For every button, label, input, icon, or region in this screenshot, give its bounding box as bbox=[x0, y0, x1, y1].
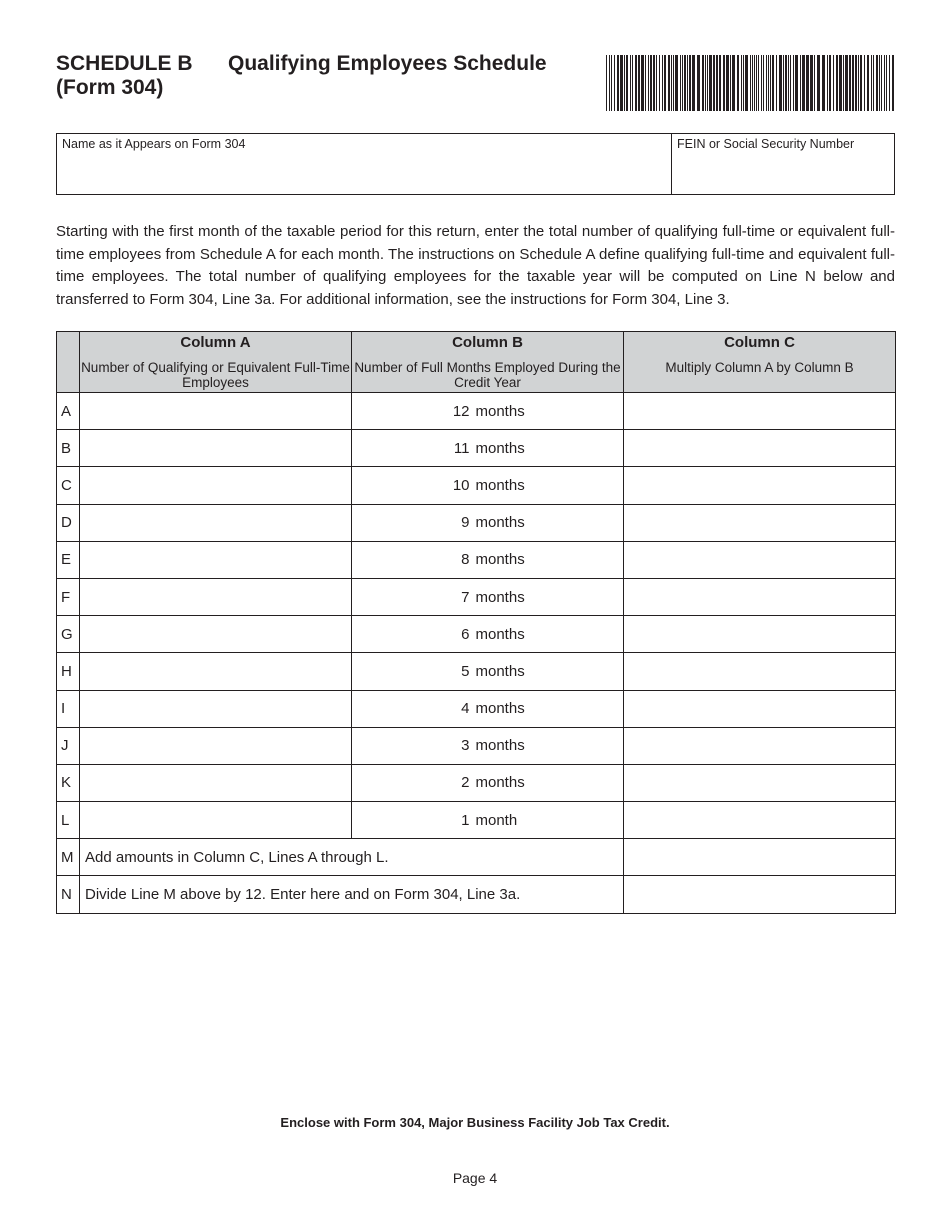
months-cell bbox=[352, 690, 624, 727]
line-header-cell bbox=[57, 332, 80, 393]
column-c-input[interactable] bbox=[624, 467, 896, 504]
column-c-input[interactable] bbox=[624, 504, 896, 541]
column-a-input[interactable] bbox=[80, 504, 352, 541]
total-instruction: Add amounts in Column C, Lines A through L. bbox=[80, 839, 624, 876]
months-unit: months bbox=[475, 625, 525, 643]
column-c-input[interactable] bbox=[624, 578, 896, 615]
months-value: 9 bbox=[461, 514, 470, 532]
months-cell bbox=[352, 467, 624, 504]
form-title bbox=[56, 52, 596, 76]
column-a-input[interactable] bbox=[80, 690, 352, 727]
table-row bbox=[57, 727, 896, 764]
months-unit: months bbox=[475, 551, 525, 569]
column-a-input[interactable] bbox=[80, 541, 352, 578]
line-letter: J bbox=[57, 727, 80, 764]
months-value: 3 bbox=[461, 737, 470, 755]
table-row bbox=[57, 430, 896, 467]
qualifying-employees-table bbox=[56, 331, 896, 914]
column-a-description: Number of Qualifying or Equivalent Full-Time Employees bbox=[81, 360, 350, 390]
line-letter: N bbox=[57, 876, 80, 913]
months-unit: months bbox=[475, 439, 525, 457]
column-c-input[interactable] bbox=[624, 430, 896, 467]
total-input[interactable] bbox=[624, 876, 896, 913]
column-a-input[interactable] bbox=[80, 430, 352, 467]
months-unit: months bbox=[475, 774, 525, 792]
schedule-title: Qualifying Employees Schedule bbox=[228, 52, 547, 75]
months-value: 8 bbox=[461, 551, 470, 569]
months-value: 7 bbox=[461, 588, 470, 606]
page-number: Page 4 bbox=[452, 1170, 498, 1186]
enclose-note: Enclose with Form 304, Major Business Facility Job Tax Credit. bbox=[280, 1115, 670, 1130]
months-cell bbox=[352, 802, 624, 839]
months-value: 12 bbox=[452, 402, 470, 420]
table-header-row bbox=[57, 332, 896, 393]
fein-field[interactable] bbox=[672, 134, 894, 194]
line-letter: I bbox=[57, 690, 80, 727]
months-value: 4 bbox=[461, 700, 470, 718]
months-cell bbox=[352, 430, 624, 467]
column-a-input[interactable] bbox=[80, 653, 352, 690]
months-unit: months bbox=[475, 662, 525, 680]
line-letter: F bbox=[57, 578, 80, 615]
months-value: 5 bbox=[461, 662, 470, 680]
months-unit: month bbox=[475, 811, 518, 829]
column-a-input[interactable] bbox=[80, 467, 352, 504]
months-cell bbox=[352, 764, 624, 801]
months-cell bbox=[352, 727, 624, 764]
line-letter: G bbox=[57, 616, 80, 653]
months-unit: months bbox=[475, 402, 525, 420]
line-letter: L bbox=[57, 802, 80, 839]
column-a-header bbox=[80, 332, 352, 393]
line-letter: K bbox=[57, 764, 80, 801]
months-unit: months bbox=[475, 514, 525, 532]
column-a-title: Column A bbox=[180, 334, 251, 351]
column-a-input[interactable] bbox=[80, 727, 352, 764]
form-reference: (Form 304) bbox=[56, 76, 164, 99]
column-c-input[interactable] bbox=[624, 393, 896, 430]
column-b-title: Column B bbox=[452, 334, 523, 351]
column-a-input[interactable] bbox=[80, 764, 352, 801]
total-input[interactable] bbox=[624, 839, 896, 876]
months-cell bbox=[352, 653, 624, 690]
column-c-input[interactable] bbox=[624, 541, 896, 578]
months-value: 6 bbox=[461, 625, 470, 643]
table-row bbox=[57, 541, 896, 578]
months-unit: months bbox=[475, 588, 525, 606]
column-c-description: Multiply Column A by Column B bbox=[665, 360, 854, 375]
months-cell bbox=[352, 578, 624, 615]
months-unit: months bbox=[475, 737, 525, 755]
line-letter: M bbox=[57, 839, 80, 876]
table-row bbox=[57, 616, 896, 653]
table-row bbox=[57, 764, 896, 801]
months-value: 10 bbox=[452, 476, 470, 494]
form-title-block bbox=[56, 52, 596, 100]
line-letter: H bbox=[57, 653, 80, 690]
months-value: 1 bbox=[461, 811, 470, 829]
months-cell bbox=[352, 616, 624, 653]
table-row bbox=[57, 578, 896, 615]
column-a-input[interactable] bbox=[80, 578, 352, 615]
months-value: 11 bbox=[453, 439, 470, 457]
taxpayer-name-field[interactable] bbox=[57, 134, 672, 194]
column-c-input[interactable] bbox=[624, 727, 896, 764]
column-a-input[interactable] bbox=[80, 802, 352, 839]
table-row bbox=[57, 653, 896, 690]
barcode-image bbox=[606, 55, 894, 111]
months-unit: months bbox=[475, 476, 525, 494]
table-row bbox=[57, 467, 896, 504]
table-row bbox=[57, 393, 896, 430]
column-c-input[interactable] bbox=[624, 690, 896, 727]
line-letter: D bbox=[57, 504, 80, 541]
fein-label: FEIN or Social Security Number bbox=[677, 137, 855, 151]
line-letter: C bbox=[57, 467, 80, 504]
months-unit: months bbox=[475, 700, 525, 718]
column-c-title: Column C bbox=[724, 334, 795, 351]
months-value: 2 bbox=[461, 774, 470, 792]
line-letter: A bbox=[57, 393, 80, 430]
schedule-label: SCHEDULE B bbox=[56, 52, 193, 75]
column-b-description: Number of Full Months Employed During the Credit Year bbox=[354, 360, 621, 390]
months-cell bbox=[352, 541, 624, 578]
months-cell bbox=[352, 393, 624, 430]
taxpayer-name-label: Name as it Appears on Form 304 bbox=[62, 137, 246, 151]
column-c-input[interactable] bbox=[624, 653, 896, 690]
line-letter: E bbox=[57, 541, 80, 578]
total-row bbox=[57, 839, 896, 876]
identification-box bbox=[56, 133, 895, 195]
line-letter: B bbox=[57, 430, 80, 467]
column-c-input[interactable] bbox=[624, 764, 896, 801]
instructions-paragraph: Starting with the first month of the taxable period for this return, enter the total number of qualifying full-time or equivalent full-time employees from Schedule A for each month. The instructions on Schedule A define qualifying full-time and equivalent full-time employees. The total number of qualifying employees for the taxable year will be computed on Line N below and transferred to Form 304, Line 3a. For additional information, see the instructions for Form 304, Line 3. bbox=[56, 223, 895, 308]
column-a-input[interactable] bbox=[80, 393, 352, 430]
column-c-input[interactable] bbox=[624, 616, 896, 653]
table-row bbox=[57, 504, 896, 541]
column-b-header bbox=[352, 332, 624, 393]
column-c-header bbox=[624, 332, 896, 393]
column-a-input[interactable] bbox=[80, 616, 352, 653]
table-row bbox=[57, 690, 896, 727]
total-row bbox=[57, 876, 896, 913]
total-instruction: Divide Line M above by 12. Enter here and on Form 304, Line 3a. bbox=[80, 876, 624, 913]
table-row bbox=[57, 802, 896, 839]
months-cell bbox=[352, 504, 624, 541]
column-c-input[interactable] bbox=[624, 802, 896, 839]
